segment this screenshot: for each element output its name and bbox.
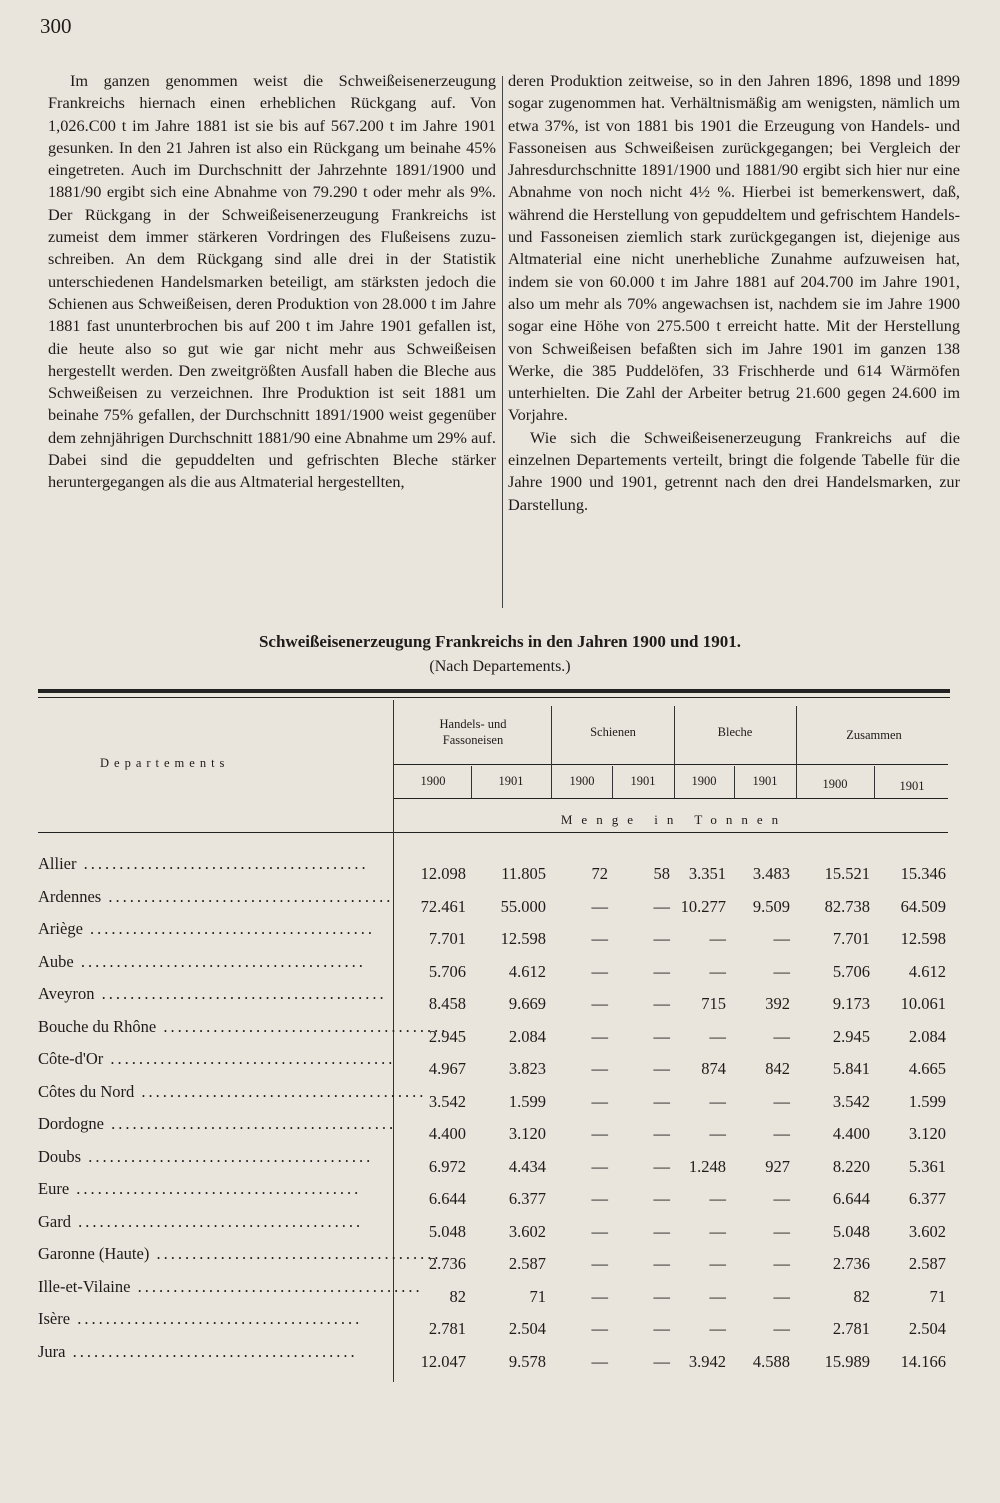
value-cell: 82 <box>853 1286 870 1306</box>
page-number: 300 <box>40 14 72 38</box>
table-row <box>38 1015 958 1048</box>
table-vline <box>874 766 875 798</box>
year-row-rule <box>394 764 948 765</box>
header-group-schienen: Schienen <box>590 725 636 739</box>
value-cell: — <box>773 1026 790 1046</box>
header-group-zusammen: Zusammen <box>846 728 902 742</box>
departement-label: Ariège <box>38 919 83 938</box>
value-cell: 6.644 <box>832 1189 870 1208</box>
table-row <box>38 1177 958 1210</box>
table-row <box>38 1145 958 1178</box>
value-cell: 2.945 <box>428 1026 466 1046</box>
value-cell: — <box>773 1286 790 1306</box>
value-cell: 3.942 <box>688 1351 726 1371</box>
leader-dots: ........................................ <box>103 1114 397 1133</box>
table-body <box>38 852 958 1372</box>
departement-label: Côtes du Nord <box>38 1081 135 1101</box>
value-cell: — <box>653 961 670 981</box>
value-cell: 8.220 <box>832 1156 870 1176</box>
value-cell: — <box>653 1319 670 1338</box>
table-row <box>38 1210 958 1243</box>
table-vline <box>471 766 472 798</box>
value-cell: 1.248 <box>688 1156 726 1176</box>
departement-label: Aveyron <box>38 984 95 1003</box>
value-cell: — <box>591 1091 608 1111</box>
table-row <box>38 950 958 983</box>
value-cell: — <box>773 1189 790 1208</box>
paragraph: deren Produktion zeitweise, so in den Jahren 1896, 1898 und 1899 sogar zugenommen hat. Verhältnismäßig am wenigsten, nämlich um etwa 37%, ist von 1881 bis 1901 die Erzeugung von Handels- und Fassoneisen aus Schweißeisen zurückgegangen; bei Vergleich der Jahresdurchschnitte 1891/1900 und 1881/90 ergibt sich hier nur eine Abnahme von noch nicht 4½ %. Hierbei ist bemerkenswert, daß, während die Herstellung von gepuddeltem und gefrischtem Handels- und Fassoneisen ziemlich stark zurückgegangen ist, diejenige aus Altmaterial eine nicht unerhebliche Zunahme aufzuweisen hat, indem sie von 60.000 t im Jahre 1881 auf 204.700 im Jahre 1901, also um mehr als 70% angewachsen ist, nachdem sie im Jahre 1900 sogar eine Höhe von 275.500 t erreicht hatte. Mit der Herstellung von Schweißeisen befaßten sich im Jahre 1901 im ganzen 138 Werke, die 385 Puddelöfen, 33 Frischherde und 614 Wärmöfen unterhielten. Die Zahl der Arbeiter betrug 21.600 gegen 24.600 im Vorjahre. <box>508 71 960 425</box>
departement-label: Garonne (Haute) <box>38 1244 150 1263</box>
table-vline <box>612 766 613 798</box>
value-cell: 71 <box>929 1286 946 1306</box>
departement-name <box>38 1081 427 1102</box>
header-bottom-rule <box>38 832 948 833</box>
value-cell: — <box>591 961 608 981</box>
value-cell: 2.587 <box>908 1254 946 1273</box>
departement-label: Eure <box>38 1179 70 1198</box>
value-cell: 14.166 <box>900 1351 946 1371</box>
value-cell: 9.578 <box>508 1351 546 1371</box>
value-cell: — <box>591 1156 608 1176</box>
value-cell: — <box>653 1124 670 1143</box>
value-cell: — <box>709 929 726 948</box>
value-cell: — <box>591 1319 608 1338</box>
value-cell: — <box>591 1221 608 1241</box>
value-cell: 4.967 <box>428 1059 466 1078</box>
value-cell: 64.509 <box>900 896 946 916</box>
table-row <box>38 1307 958 1340</box>
value-cell: 82 <box>449 1286 466 1306</box>
value-cell: 5.706 <box>428 961 466 981</box>
value-cell: — <box>653 1189 670 1208</box>
leader-dots: ........................................ <box>156 1016 449 1036</box>
value-cell: — <box>773 1221 790 1241</box>
value-cell: — <box>591 1286 608 1306</box>
value-cell: — <box>591 1254 608 1273</box>
value-cell: 3.351 <box>688 864 726 883</box>
value-cell: — <box>709 1091 726 1111</box>
value-cell: 12.598 <box>900 929 946 948</box>
header-group-handels: Handels- und Fassoneisen <box>439 717 507 747</box>
header-year: 1901 <box>899 779 925 793</box>
header-year: 1900 <box>691 774 717 788</box>
header-year: 1900 <box>569 774 595 788</box>
value-cell: 15.521 <box>824 864 870 883</box>
table-row <box>38 1112 958 1145</box>
value-cell: 82.738 <box>824 896 870 916</box>
value-cell: — <box>591 1351 608 1371</box>
value-cell: 3.542 <box>832 1091 870 1111</box>
value-cell: 5.361 <box>908 1156 946 1176</box>
value-cell: — <box>591 1059 608 1078</box>
value-cell: — <box>653 994 670 1013</box>
value-cell: 8.458 <box>428 994 466 1013</box>
value-cell: 5.841 <box>832 1059 870 1078</box>
paragraph: Wie sich die Schweißeisenerzeugung Frankreichs auf die einzelnen Departements verteilt, bringt die folgende Tabelle für die Jahre 1900 und 1901, getrennt nach den drei Handelsmarken, zur Darstellung. <box>508 427 960 514</box>
leader-dots: ........................................ <box>82 919 376 938</box>
value-cell: 6.644 <box>428 1189 466 1208</box>
value-cell: — <box>591 929 608 948</box>
value-cell: — <box>709 1026 726 1046</box>
departement-label: Ardennes <box>38 886 102 906</box>
value-cell: — <box>653 1026 670 1046</box>
value-cell: 3.602 <box>508 1221 546 1241</box>
value-cell: 2.504 <box>908 1319 946 1338</box>
leader-dots: ........................................ <box>149 1244 442 1263</box>
departement-name <box>38 1342 390 1362</box>
value-cell: — <box>653 1156 670 1176</box>
table-vline <box>734 766 735 798</box>
value-cell: 6.972 <box>428 1156 466 1176</box>
value-cell: 5.706 <box>832 961 870 981</box>
value-cell: 12.047 <box>420 1351 466 1371</box>
value-cell: 7.701 <box>428 929 466 948</box>
value-cell: — <box>773 1124 790 1143</box>
paragraph: Im ganzen genommen weist die Schweißeisenerzeugung Frankreichs hiernach einen erheblichen Rückgang auf. Von 1,026.C00 t im Jahre 1881 ist sie bis auf 567.200 t im Jahre 1901 gesunken. In den 21 Jahren ist also ein Rückgang um beinahe 45% eingetreten. Auch im Durchschnitt der Jahrzehnte 1891/1900 und 1881/90 ergibt sich eine Abnahme von 79.290 t oder mehr als 9%. Der Rückgang in der Schweißeisenerzeugung Frankreichs ist zumeist dem immer stärkeren Vordringen des Flußeisens zuzuschreiben. An dem Rückgang sind alle drei in der Statistik unterschiedenen Handelsmarken beteiligt, am stärksten jedoch die Schienen aus Schweißeisen, deren Produktion von 28.000 t im Jahre 1881 fast ununterbrochen bis auf 200 t im Jahre 1901 gefallen ist, die heute also so gut wie gar nicht mehr aus Schweißeisen hergestellt werden. Den zweitgrößten Ausfall haben die Bleche aus Schweißeisen zu verzeichnen. Ihre Produktion ist seit 1881 um beinahe 75% gefallen, der Durchschnitt 1891/1900 weist gegenüber dem zehnjährigen Durchschnitt 1881/90 eine Abnahme um 29% auf. Dabei sind die gepuddelten und gefrischten Bleche stärker heruntergegangen als die aus Altmaterial hergestellten, <box>48 71 496 492</box>
departement-name <box>38 886 394 907</box>
value-cell: 2.945 <box>832 1026 870 1046</box>
table-row <box>38 885 958 918</box>
value-cell: — <box>591 994 608 1013</box>
table-title: Schweißeisenerzeugung Frankreichs in den Jahren 1900 und 1901. <box>258 632 742 651</box>
value-cell: 4.612 <box>908 961 946 981</box>
value-cell: 4.588 <box>752 1351 790 1371</box>
table-row <box>38 982 958 1015</box>
departement-name <box>38 854 390 874</box>
header-year: 1901 <box>630 774 656 788</box>
value-cell: 4.665 <box>908 1059 946 1078</box>
leader-dots: ........................................ <box>65 1341 358 1361</box>
value-cell: 3.483 <box>752 864 790 883</box>
departement-name <box>38 1179 390 1199</box>
value-cell: 392 <box>765 994 790 1013</box>
departement-label: Doubs <box>38 1146 82 1166</box>
departement-name <box>38 1212 390 1232</box>
value-cell: — <box>653 929 670 948</box>
value-cell: — <box>653 1221 670 1241</box>
value-cell: 2.781 <box>832 1319 870 1338</box>
table-row <box>38 852 958 885</box>
departement-name <box>38 952 390 972</box>
value-cell: — <box>773 961 790 981</box>
value-cell: — <box>709 1189 726 1208</box>
value-cell: 2.084 <box>508 1026 546 1046</box>
value-cell: 2.736 <box>428 1254 466 1273</box>
header-year: 1900 <box>822 777 848 791</box>
value-cell: 9.173 <box>832 994 870 1013</box>
value-cell: 3.120 <box>908 1124 946 1143</box>
departement-name <box>38 1276 423 1297</box>
value-cell: 874 <box>701 1059 726 1078</box>
value-cell: — <box>591 896 608 916</box>
header-departements: Departements <box>100 756 230 770</box>
value-cell: 55.000 <box>500 896 546 916</box>
value-cell: — <box>773 1254 790 1273</box>
value-cell: 842 <box>765 1059 790 1078</box>
value-cell: — <box>653 896 670 916</box>
value-cell: — <box>773 929 790 948</box>
value-cell: 927 <box>765 1156 790 1176</box>
value-cell: 6.377 <box>508 1189 546 1208</box>
value-cell: 10.061 <box>900 994 946 1013</box>
value-cell: 715 <box>701 994 726 1013</box>
value-cell: 5.048 <box>428 1221 466 1241</box>
text-column-left <box>48 70 496 494</box>
table-row <box>38 917 958 950</box>
departement-name <box>38 919 390 939</box>
value-cell: 2.084 <box>908 1026 946 1046</box>
value-cell: 72.461 <box>420 896 466 916</box>
departement-name <box>38 1049 396 1069</box>
unit-row-rule <box>394 798 948 799</box>
table-top-rule-thin <box>38 697 950 698</box>
value-cell: — <box>653 1059 670 1078</box>
value-cell: — <box>709 1319 726 1338</box>
departement-name <box>38 1147 390 1167</box>
value-cell: — <box>591 1189 608 1208</box>
table-row <box>38 1242 958 1275</box>
departement-name <box>38 1016 449 1037</box>
value-cell: 15.346 <box>900 864 946 883</box>
value-cell: — <box>653 1286 670 1306</box>
table-row <box>38 1080 958 1113</box>
header-year: 1901 <box>752 774 778 788</box>
value-cell: — <box>773 1091 790 1111</box>
departement-label: Côte-d'Or <box>38 1049 104 1068</box>
value-cell: — <box>653 1091 670 1111</box>
value-cell: 6.377 <box>908 1189 946 1208</box>
leader-dots: ........................................ <box>70 1211 364 1231</box>
value-cell: 3.823 <box>508 1059 546 1078</box>
value-cell: 9.669 <box>508 994 546 1013</box>
value-cell: 71 <box>529 1286 546 1306</box>
leader-dots: ........................................ <box>69 1179 362 1198</box>
departement-label: Jura <box>38 1341 66 1361</box>
value-cell: 7.701 <box>832 929 870 948</box>
value-cell: 10.277 <box>680 896 726 916</box>
value-cell: 2.781 <box>428 1319 466 1338</box>
value-cell: 3.542 <box>428 1091 466 1111</box>
value-cell: — <box>653 1351 670 1371</box>
value-cell: 11.805 <box>501 864 546 883</box>
value-cell: 4.400 <box>428 1124 466 1143</box>
value-cell: 15.989 <box>824 1351 870 1371</box>
value-cell: — <box>773 1319 790 1338</box>
table-top-rule <box>38 689 950 693</box>
departement-label: Aube <box>38 951 74 971</box>
value-cell: — <box>591 1124 608 1143</box>
departement-label: Isère <box>38 1309 71 1328</box>
text-column-right <box>508 70 960 516</box>
departement-label: Allier <box>38 854 77 873</box>
value-cell: 3.120 <box>508 1124 546 1143</box>
departement-name <box>38 1309 390 1329</box>
value-cell: — <box>709 1124 726 1143</box>
leader-dots: ........................................ <box>101 886 394 906</box>
table-subtitle: (Nach Departements.) <box>429 658 571 675</box>
leader-dots: ........................................ <box>130 1276 423 1296</box>
table-row <box>38 1047 958 1080</box>
value-cell: 1.599 <box>908 1091 946 1111</box>
value-cell: 2.504 <box>508 1319 546 1338</box>
value-cell: 3.602 <box>908 1221 946 1241</box>
value-cell: — <box>709 1286 726 1306</box>
departement-label: Dordogne <box>38 1114 104 1133</box>
leader-dots: ........................................ <box>134 1081 427 1101</box>
departement-label: Gard <box>38 1211 71 1231</box>
table-vline <box>796 706 797 798</box>
column-divider <box>502 76 503 608</box>
value-cell: 2.736 <box>832 1254 870 1273</box>
leader-dots: ........................................ <box>76 854 369 873</box>
value-cell: — <box>591 1026 608 1046</box>
table-row <box>38 1275 958 1308</box>
value-cell: 12.098 <box>420 864 466 883</box>
value-cell: 58 <box>653 864 670 883</box>
value-cell: 12.598 <box>500 929 546 948</box>
departement-label: Bouche du Rhône <box>38 1016 157 1036</box>
value-cell: 4.612 <box>508 961 546 981</box>
leader-dots: ........................................ <box>103 1049 396 1068</box>
value-cell: 2.587 <box>508 1254 546 1273</box>
header-year: 1900 <box>420 774 446 788</box>
value-cell: — <box>709 1221 726 1241</box>
departement-name <box>38 1114 397 1134</box>
leader-dots: ........................................ <box>94 984 387 1003</box>
departement-name <box>38 984 390 1004</box>
value-cell: — <box>709 1254 726 1273</box>
value-cell: 4.400 <box>832 1124 870 1143</box>
table-vline <box>674 706 675 798</box>
leader-dots: ........................................ <box>81 1146 374 1166</box>
header-unit: Menge in Tonnen <box>560 812 788 827</box>
value-cell: 9.509 <box>752 896 790 916</box>
value-cell: 72 <box>591 864 608 883</box>
departement-name <box>38 1244 442 1264</box>
leader-dots: ........................................ <box>70 1309 363 1328</box>
departement-label: Ille-et-Vilaine <box>38 1276 131 1296</box>
leader-dots: ........................................ <box>73 951 366 971</box>
header-year: 1901 <box>498 774 524 788</box>
value-cell: 4.434 <box>508 1156 546 1176</box>
value-cell: — <box>653 1254 670 1273</box>
value-cell: 1.599 <box>508 1091 546 1111</box>
header-group-bleche: Bleche <box>717 725 753 739</box>
value-cell: 5.048 <box>832 1221 870 1241</box>
table-vline <box>551 706 552 798</box>
table-row <box>38 1340 958 1373</box>
value-cell: — <box>709 961 726 981</box>
